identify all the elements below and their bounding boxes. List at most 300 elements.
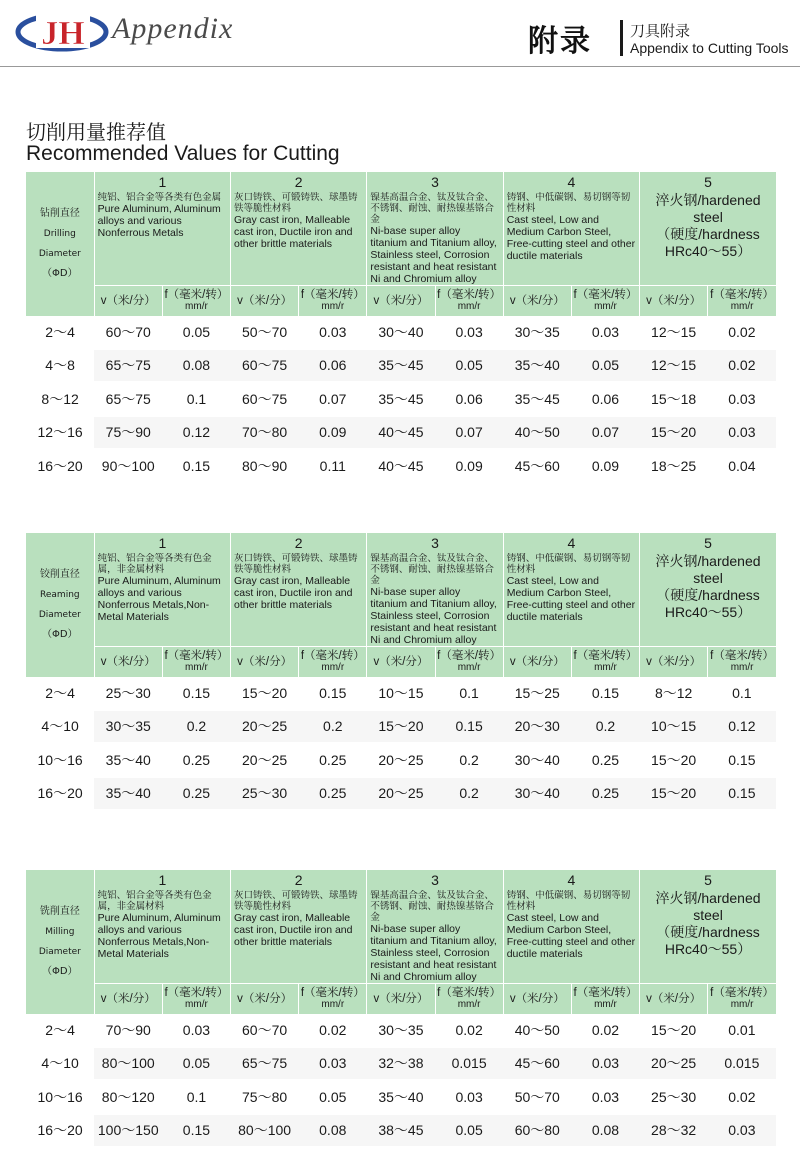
value-cell: 50～70 [503, 1080, 571, 1114]
material-group-number: 5 [640, 172, 776, 192]
value-cell: 0.12 [708, 710, 776, 744]
value-cell: 0.2 [435, 777, 503, 811]
feed-header [708, 286, 776, 317]
value-cell: 0.09 [571, 449, 639, 483]
feed-header [299, 984, 367, 1015]
feed-header-cn: f（毫米/转） [437, 650, 502, 662]
value-cell: 35～40 [367, 1080, 435, 1114]
material-desc-5 [640, 890, 776, 984]
feed-unit: mm/r [321, 999, 345, 1010]
material-cn: 灰口铸铁、可锻铸铁、球墨铸铁等脆性材料 [234, 890, 358, 912]
material-desc-1 [94, 890, 230, 984]
feed-header [162, 286, 230, 317]
value-cell: 0.08 [162, 349, 230, 383]
feed-unit: mm/r [321, 662, 345, 673]
value-cell: 50～70 [231, 316, 299, 349]
value-cell: 0.03 [299, 1047, 367, 1081]
speed-header: v（米/分） [503, 286, 571, 317]
material-group-number: 1 [94, 533, 230, 553]
material-cn: 镍基高温合金、钛及钛合金、不锈钢、耐蚀、耐热镍基铬合金 [370, 890, 494, 923]
value-cell: 15～20 [231, 677, 299, 710]
value-cell: 0.05 [162, 1047, 230, 1081]
material-group-number: 4 [503, 172, 639, 192]
value-cell: 0.25 [299, 777, 367, 811]
cutting-table [26, 870, 776, 1148]
value-cell: 0.25 [162, 777, 230, 811]
feed-unit: mm/r [185, 301, 208, 312]
material-line: （硬度/hardness [656, 587, 760, 603]
value-cell: 0.07 [299, 382, 367, 416]
material-group-number: 2 [231, 533, 367, 553]
value-cell: 20～25 [640, 1047, 708, 1081]
value-cell: 40～45 [367, 449, 435, 483]
diameter-header-symbol: （ΦD） [42, 966, 78, 977]
material-line: 淬火钢/hardened steel [655, 553, 761, 586]
table-row [26, 449, 776, 483]
table-row [26, 710, 776, 744]
value-cell: 0.25 [571, 743, 639, 777]
feed-unit: mm/r [594, 301, 617, 312]
diameter-cell: 4～8 [26, 349, 94, 383]
diameter-header [26, 172, 94, 316]
speed-header: v（米/分） [231, 647, 299, 678]
section-title-cn: 切削用量推荐值 [26, 120, 166, 144]
value-cell: 35～45 [503, 382, 571, 416]
material-desc-3 [367, 192, 503, 286]
header-sub-cn: 刀具附录 [630, 22, 691, 40]
value-cell: 80～90 [231, 449, 299, 483]
feed-unit: mm/r [457, 301, 481, 312]
speed-header: v（米/分） [503, 984, 571, 1015]
value-cell: 0.15 [162, 449, 230, 483]
diameter-header-cn: 铰削直径 [39, 569, 80, 580]
value-cell: 75～90 [94, 416, 162, 450]
material-line: HRc40～55） [664, 941, 752, 957]
value-cell: 65～75 [231, 1047, 299, 1081]
value-cell: 0.12 [162, 416, 230, 450]
value-cell: 0.15 [162, 677, 230, 710]
material-desc-1 [94, 553, 230, 647]
table-row [26, 382, 776, 416]
value-cell: 30～40 [367, 316, 435, 349]
value-cell: 35～45 [367, 349, 435, 383]
material-cn: 镍基高温合金、钛及钛合金、不锈钢、耐蚀、耐热镍基铬合金 [370, 192, 494, 225]
material-desc-2 [231, 553, 367, 647]
value-cell: 0.03 [708, 382, 776, 416]
material-group-number: 2 [231, 172, 367, 192]
value-cell: 0.03 [708, 416, 776, 450]
material-desc-2 [231, 192, 367, 286]
diameter-cell: 16～20 [26, 777, 94, 811]
value-cell: 0.1 [435, 677, 503, 710]
speed-header: v（米/分） [367, 984, 435, 1015]
feed-header-cn: f（毫米/转） [710, 650, 775, 662]
value-cell: 70～90 [94, 1014, 162, 1047]
value-cell: 30～40 [503, 777, 571, 811]
material-en: Pure Aluminum, Aluminum alloys and various Nonferrous Metals,Non-Metal Materials [97, 912, 221, 960]
material-desc-1 [94, 192, 230, 286]
value-cell: 0.03 [162, 1014, 230, 1047]
table-row [26, 1047, 776, 1081]
value-cell: 60～70 [231, 1014, 299, 1047]
value-cell: 20～25 [231, 743, 299, 777]
value-cell: 80～100 [94, 1047, 162, 1081]
value-cell: 0.03 [571, 316, 639, 349]
value-cell: 0.015 [708, 1047, 776, 1081]
value-cell: 8～12 [640, 677, 708, 710]
material-en: Gray cast iron, Malleable cast iron, Ductile iron and other brittle materials [234, 575, 353, 611]
feed-header [435, 286, 503, 317]
material-group-number: 3 [367, 870, 503, 890]
value-cell: 25～30 [640, 1080, 708, 1114]
material-line: 淬火钢/hardened steel [655, 890, 761, 923]
material-en: Cast steel, Low and Medium Carbon Steel, Free-cutting steel and other ductile materials [506, 214, 636, 262]
header-rule [0, 66, 800, 67]
feed-header-cn: f（毫米/转） [437, 987, 502, 999]
table-row [26, 416, 776, 450]
value-cell: 0.03 [571, 1080, 639, 1114]
material-group-number: 4 [503, 533, 639, 553]
value-cell: 0.02 [435, 1014, 503, 1047]
table-row [26, 1014, 776, 1047]
value-cell: 0.1 [162, 1080, 230, 1114]
material-group-number: 4 [503, 870, 639, 890]
value-cell: 0.15 [162, 1114, 230, 1148]
value-cell: 20～25 [367, 743, 435, 777]
material-en: Ni-base super alloy titanium and Titanium alloy, Stainless steel, Corrosion resistant and heat resistant Ni and Chromium alloy [370, 923, 497, 983]
material-en: Ni-base super alloy titanium and Titanium alloy, Stainless steel, Corrosion resistant and heat resistant Ni and Chromium alloy [370, 225, 497, 285]
value-cell: 45～60 [503, 1047, 571, 1081]
value-cell: 10～15 [640, 710, 708, 744]
material-cn: 纯铝、铝合金等各类有色金属 [97, 192, 222, 203]
value-cell: 0.03 [571, 1047, 639, 1081]
value-cell: 35～40 [94, 777, 162, 811]
value-cell: 60～80 [503, 1114, 571, 1148]
table-row [26, 1114, 776, 1148]
value-cell: 45～60 [503, 449, 571, 483]
value-cell: 0.2 [162, 710, 230, 744]
diameter-header-en: Drilling Diameter [38, 229, 81, 259]
diameter-header [26, 533, 94, 677]
material-desc-2 [231, 890, 367, 984]
feed-header [435, 984, 503, 1015]
header-cn-title: 附录 [528, 24, 592, 59]
value-cell: 20～25 [367, 777, 435, 811]
value-cell: 40～45 [367, 416, 435, 450]
feed-header-cn: f（毫米/转） [710, 289, 775, 301]
value-cell: 0.07 [571, 416, 639, 450]
value-cell: 38～45 [367, 1114, 435, 1148]
material-line: 淬火钢/hardened steel [655, 192, 761, 225]
feed-unit: mm/r [594, 999, 617, 1010]
diameter-header-en: Reaming Diameter [38, 590, 81, 620]
material-en: Pure Aluminum, Aluminum alloys and various Nonferrous Metals [97, 203, 221, 239]
value-cell: 0.1 [708, 677, 776, 710]
value-cell: 0.05 [435, 349, 503, 383]
svg-text:JH: JH [41, 15, 85, 52]
value-cell: 0.03 [299, 316, 367, 349]
jh-logo-icon [14, 8, 110, 54]
diameter-header-cn: 钻削直径 [39, 208, 80, 219]
diameter-header-symbol: （ΦD） [42, 268, 78, 279]
value-cell: 30～40 [503, 743, 571, 777]
value-cell: 0.02 [708, 1080, 776, 1114]
diameter-cell: 2～4 [26, 677, 94, 710]
material-en: Cast steel, Low and Medium Carbon Steel, Free-cutting steel and other ductile materials [506, 575, 636, 623]
header-divider [620, 20, 623, 56]
material-group-number: 5 [640, 870, 776, 890]
feed-header-cn: f（毫米/转） [164, 289, 229, 301]
feed-header [299, 647, 367, 678]
value-cell: 0.15 [435, 710, 503, 744]
material-en: Ni-base super alloy titanium and Titanium alloy, Stainless steel, Corrosion resistant and heat resistant Ni and Chromium alloy [370, 586, 497, 646]
table-row [26, 349, 776, 383]
table-row [26, 777, 776, 811]
value-cell: 35～45 [367, 382, 435, 416]
diameter-cell: 12～16 [26, 416, 94, 450]
value-cell: 32～38 [367, 1047, 435, 1081]
speed-header: v（米/分） [94, 286, 162, 317]
diameter-header-symbol: （ΦD） [42, 629, 78, 640]
feed-header-cn: f（毫米/转） [710, 987, 775, 999]
value-cell: 0.05 [299, 1080, 367, 1114]
value-cell: 30～35 [503, 316, 571, 349]
diameter-cell: 10～16 [26, 1080, 94, 1114]
value-cell: 0.15 [708, 743, 776, 777]
feed-unit: mm/r [185, 999, 208, 1010]
value-cell: 0.08 [299, 1114, 367, 1148]
value-cell: 0.25 [162, 743, 230, 777]
material-cn: 纯铝、铝合金等各类有色金属，非金属材料 [97, 890, 212, 912]
table-row [26, 743, 776, 777]
value-cell: 0.2 [435, 743, 503, 777]
value-cell: 0.11 [299, 449, 367, 483]
page-header [0, 0, 800, 62]
value-cell: 0.03 [435, 1080, 503, 1114]
material-desc-4 [503, 553, 639, 647]
value-cell: 0.02 [708, 316, 776, 349]
table-row [26, 316, 776, 349]
value-cell: 15～20 [640, 743, 708, 777]
material-cn: 灰口铸铁、可锻铸铁、球墨铸铁等脆性材料 [234, 192, 358, 214]
material-line: （硬度/hardness [656, 924, 760, 940]
feed-unit: mm/r [457, 999, 481, 1010]
value-cell: 15～25 [503, 677, 571, 710]
material-group-number: 3 [367, 172, 503, 192]
material-group-number: 5 [640, 533, 776, 553]
value-cell: 0.02 [708, 349, 776, 383]
value-cell: 0.05 [435, 1114, 503, 1148]
appendix-wordmark: Appendix [112, 12, 234, 45]
speed-header: v（米/分） [503, 647, 571, 678]
feed-header [571, 286, 639, 317]
material-en: Gray cast iron, Malleable cast iron, Ductile iron and other brittle materials [234, 912, 353, 948]
value-cell: 15～20 [367, 710, 435, 744]
feed-header [435, 647, 503, 678]
value-cell: 60～70 [94, 316, 162, 349]
speed-header: v（米/分） [640, 286, 708, 317]
value-cell: 15～20 [640, 416, 708, 450]
diameter-header-en: Milling Diameter [38, 927, 81, 957]
value-cell: 25～30 [94, 677, 162, 710]
speed-header: v（米/分） [231, 984, 299, 1015]
material-line: HRc40～55） [664, 243, 752, 259]
feed-header-cn: f（毫米/转） [573, 650, 638, 662]
material-desc-5 [640, 192, 776, 286]
diameter-cell: 10～16 [26, 743, 94, 777]
value-cell: 35～40 [94, 743, 162, 777]
diameter-header [26, 870, 94, 1014]
material-group-number: 3 [367, 533, 503, 553]
value-cell: 0.05 [571, 349, 639, 383]
speed-header: v（米/分） [640, 984, 708, 1015]
value-cell: 0.01 [708, 1014, 776, 1047]
cutting-table [26, 172, 776, 484]
value-cell: 0.04 [708, 449, 776, 483]
value-cell: 0.15 [708, 777, 776, 811]
feed-unit: mm/r [185, 662, 208, 673]
value-cell: 15～20 [640, 777, 708, 811]
value-cell: 60～75 [231, 382, 299, 416]
speed-header: v（米/分） [367, 286, 435, 317]
feed-header-cn: f（毫米/转） [300, 650, 365, 662]
table-row [26, 677, 776, 710]
material-line: HRc40～55） [664, 604, 752, 620]
value-cell: 20～25 [231, 710, 299, 744]
feed-header-cn: f（毫米/转） [573, 987, 638, 999]
value-cell: 40～50 [503, 1014, 571, 1047]
feed-unit: mm/r [457, 662, 481, 673]
material-cn: 铸钢、中低碳钢、易切钢等韧性材料 [506, 890, 631, 912]
value-cell: 40～50 [503, 416, 571, 450]
feed-header-cn: f（毫米/转） [437, 289, 502, 301]
value-cell: 30～35 [367, 1014, 435, 1047]
material-cn: 纯铝、铝合金等各类有色金属，非金属材料 [97, 553, 212, 575]
value-cell: 25～30 [231, 777, 299, 811]
value-cell: 10～15 [367, 677, 435, 710]
diameter-cell: 16～20 [26, 449, 94, 483]
value-cell: 70～80 [231, 416, 299, 450]
value-cell: 0.2 [571, 710, 639, 744]
value-cell: 0.08 [571, 1114, 639, 1148]
material-cn: 铸钢、中低碳钢、易切钢等韧性材料 [506, 553, 631, 575]
feed-header-cn: f（毫米/转） [300, 987, 365, 999]
material-cn: 铸钢、中低碳钢、易切钢等韧性材料 [506, 192, 631, 214]
diameter-cell: 16～20 [26, 1114, 94, 1148]
feed-header-cn: f（毫米/转） [573, 289, 638, 301]
feed-unit: mm/r [730, 301, 754, 312]
section-title-en: Recommended Values for Cutting [26, 142, 340, 165]
value-cell: 15～20 [640, 1014, 708, 1047]
value-cell: 80～120 [94, 1080, 162, 1114]
feed-unit: mm/r [594, 662, 617, 673]
feed-unit: mm/r [730, 662, 754, 673]
feed-header [571, 647, 639, 678]
value-cell: 12～15 [640, 316, 708, 349]
value-cell: 0.1 [162, 382, 230, 416]
value-cell: 30～35 [94, 710, 162, 744]
diameter-cell: 8～12 [26, 382, 94, 416]
speed-header: v（米/分） [94, 984, 162, 1015]
cutting-table [26, 533, 776, 811]
value-cell: 0.15 [299, 677, 367, 710]
material-desc-4 [503, 192, 639, 286]
value-cell: 35～40 [503, 349, 571, 383]
value-cell: 0.02 [571, 1014, 639, 1047]
value-cell: 0.15 [571, 677, 639, 710]
value-cell: 12～15 [640, 349, 708, 383]
value-cell: 18～25 [640, 449, 708, 483]
feed-header [299, 286, 367, 317]
feed-header-cn: f（毫米/转） [300, 289, 365, 301]
value-cell: 80～100 [231, 1114, 299, 1148]
material-group-number: 2 [231, 870, 367, 890]
material-group-number: 1 [94, 172, 230, 192]
speed-header: v（米/分） [367, 647, 435, 678]
value-cell: 0.06 [299, 349, 367, 383]
material-en: Cast steel, Low and Medium Carbon Steel, Free-cutting steel and other ductile materials [506, 912, 636, 960]
material-cn: 镍基高温合金、钛及钛合金、不锈钢、耐蚀、耐热镍基铬合金 [370, 553, 494, 586]
value-cell: 100～150 [94, 1114, 162, 1148]
value-cell: 0.015 [435, 1047, 503, 1081]
material-en: Gray cast iron, Malleable cast iron, Ductile iron and other brittle materials [234, 214, 353, 250]
feed-header [162, 984, 230, 1015]
value-cell: 0.03 [435, 316, 503, 349]
feed-header [708, 647, 776, 678]
value-cell: 0.05 [162, 316, 230, 349]
value-cell: 0.02 [299, 1014, 367, 1047]
diameter-cell: 2～4 [26, 1014, 94, 1047]
feed-header-cn: f（毫米/转） [164, 650, 229, 662]
value-cell: 0.09 [435, 449, 503, 483]
diameter-cell: 4～10 [26, 710, 94, 744]
value-cell: 60～75 [231, 349, 299, 383]
value-cell: 0.07 [435, 416, 503, 450]
diameter-header-cn: 铣削直径 [39, 906, 80, 917]
speed-header: v（米/分） [231, 286, 299, 317]
diameter-cell: 2～4 [26, 316, 94, 349]
material-desc-5 [640, 553, 776, 647]
speed-header: v（米/分） [640, 647, 708, 678]
diameter-cell: 4～10 [26, 1047, 94, 1081]
value-cell: 65～75 [94, 349, 162, 383]
value-cell: 20～30 [503, 710, 571, 744]
value-cell: 0.25 [299, 743, 367, 777]
feed-header [571, 984, 639, 1015]
feed-unit: mm/r [321, 301, 345, 312]
material-cn: 灰口铸铁、可锻铸铁、球墨铸铁等脆性材料 [234, 553, 358, 575]
material-line: （硬度/hardness [656, 226, 760, 242]
value-cell: 0.06 [435, 382, 503, 416]
value-cell: 28～32 [640, 1114, 708, 1148]
value-cell: 0.25 [571, 777, 639, 811]
material-desc-4 [503, 890, 639, 984]
feed-unit: mm/r [730, 999, 754, 1010]
value-cell: 90～100 [94, 449, 162, 483]
value-cell: 0.06 [571, 382, 639, 416]
value-cell: 0.09 [299, 416, 367, 450]
value-cell: 0.03 [708, 1114, 776, 1148]
feed-header [162, 647, 230, 678]
speed-header: v（米/分） [94, 647, 162, 678]
value-cell: 75～80 [231, 1080, 299, 1114]
material-en: Pure Aluminum, Aluminum alloys and various Nonferrous Metals,Non-Metal Materials [97, 575, 221, 623]
feed-header-cn: f（毫米/转） [164, 987, 229, 999]
feed-header [708, 984, 776, 1015]
value-cell: 0.2 [299, 710, 367, 744]
table-row [26, 1080, 776, 1114]
material-desc-3 [367, 890, 503, 984]
